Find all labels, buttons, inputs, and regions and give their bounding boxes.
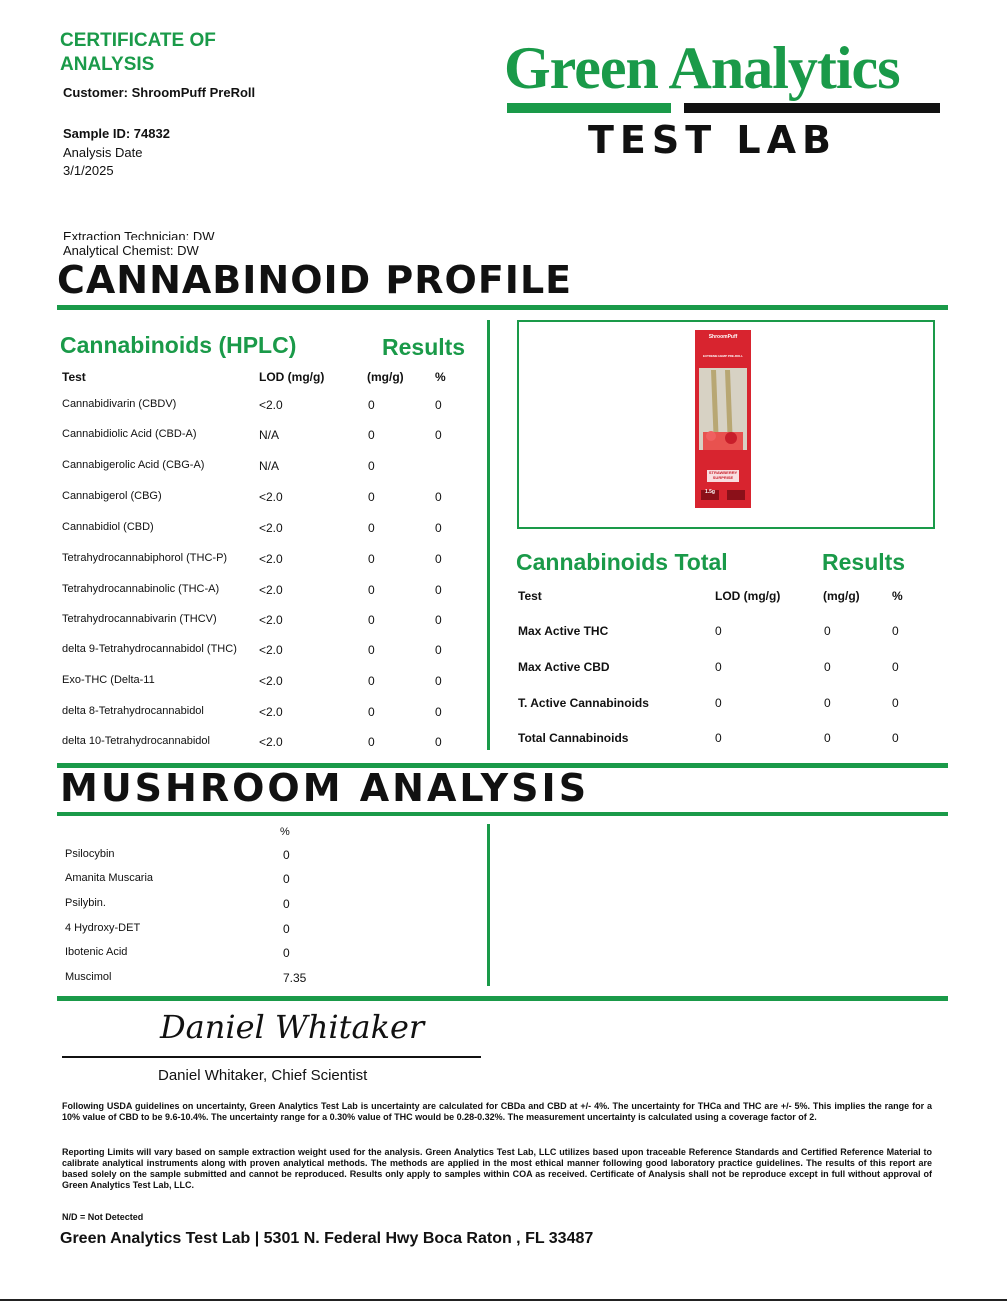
hplc-results-label: Results [382,334,466,360]
table-row: Cannabigerol (CBG) <2.0 0 0 [62,490,442,504]
totals-column-headers [518,589,918,609]
package-weight: 1.5g [704,489,715,495]
col-mgg: (mg/g) [367,370,404,384]
package-tagline: EXTREME HEMP PRE-ROLL [702,354,744,358]
customer-name: Customer: ShroomPuff PreRoll [63,85,256,100]
table-row: Muscimol 7.35 [65,971,307,985]
table-row: delta 10-Tetrahydrocannabidol <2.0 0 0 [62,735,442,749]
certificate-title: CERTIFICATE OF ANALYSIS [60,30,216,75]
section-divider [57,812,948,816]
table-row: Psilybin. 0 [65,897,290,911]
column-divider [487,320,490,750]
table-row: Max Active CBD 0 0 0 [518,660,899,674]
package-flavor: STRAWBERRY SURPRISE [708,470,738,480]
col-pct: % [435,370,446,384]
table-row: T. Active Cannabinoids 0 0 0 [518,696,899,710]
table-row: Tetrahydrocannabiphorol (THC-P) <2.0 0 0 [62,552,442,566]
logo-subtitle: TEST LAB [588,118,837,162]
table-row: Cannabigerolic Acid (CBG-A) N/A 0 [62,459,375,473]
table-row: delta 9-Tetrahydrocannabidol (THC) <2.0 0 0 [62,643,442,657]
table-row: Total Cannabinoids 0 0 0 [518,731,899,745]
signature-name: Daniel Whitaker, Chief Scientist [158,1067,368,1084]
col-lod: LOD (mg/g) [715,589,781,603]
totals-title: Cannabinoids Total [516,549,728,575]
col-pct: % [892,589,903,603]
mushroom-pct-label: % [280,826,290,838]
table-row: Max Active THC 0 0 0 [518,624,899,638]
reporting-disclaimer: Reporting Limits will vary based on sample extraction weight used for the analysis. Green Analytics Test Lab, LLC utilizes based upon traceable Reference Standards and Certified Reference Material to calibrate analytical instruments along with proven analytical methods. The methods are applied in the most ethical manner following good laboratory practice guidelines. The results of this report are based solely on the sample submitted and cannot be reproduced. Results only apply to samples within COA as received. Certificate of Analysis shall not be reproduce except in full without approval of Green Analytics Test Lab, LLC. [62,1147,932,1190]
logo-black-bar [684,103,940,113]
sample-id: Sample ID: 74832 [63,126,170,141]
table-row: Ibotenic Acid 0 [65,946,290,960]
page-bottom-border [0,1299,1007,1301]
totals-results-label: Results [822,549,906,575]
section-divider [57,996,948,1001]
table-row: Tetrahydrocannabinolic (THC-A) <2.0 0 0 [62,583,442,597]
col-test: Test [62,370,86,384]
analysis-date: 3/1/2025 [63,163,114,178]
table-row: 4 Hydroxy-DET 0 [65,922,290,936]
analysis-date-label: Analysis Date [63,145,143,160]
package-brand: ShroomPuff [708,334,738,340]
column-divider [487,824,490,986]
table-row: Psilocybin 0 [65,848,290,862]
mushroom-table [65,848,365,988]
section-divider [57,305,948,310]
col-lod: LOD (mg/g) [259,370,325,384]
product-image-frame [517,320,935,529]
totals-table [518,624,918,754]
table-row: Exo-THC (Delta-11 <2.0 0 0 [62,674,442,688]
logo-green-bar [507,103,671,113]
mushroom-section-title: MUSHROOM ANALYSIS [60,766,590,810]
cannabinoid-section-title: CANNABINOID PROFILE [57,258,573,302]
table-row: Tetrahydrocannabivarin (THCV) <2.0 0 0 [62,613,442,627]
lab-address: Green Analytics Test Lab | 5301 N. Federal Hwy Boca Raton , FL 33487 [60,1230,594,1247]
table-row: Cannabidiolic Acid (CBD-A) N/A 0 0 [62,428,442,442]
nd-note: N/D = Not Detected [62,1212,144,1222]
logo-title: Green Analytics [504,35,900,101]
table-row: Amanita Muscaria 0 [65,872,290,886]
hplc-title: Cannabinoids (HPLC) [60,332,297,358]
hplc-column-headers [62,370,482,390]
analytical-chemist: Analytical Chemist: DW [63,243,199,258]
table-row: Cannabidivarin (CBDV) <2.0 0 0 [62,398,442,412]
col-mgg: (mg/g) [823,589,860,603]
col-test: Test [518,589,542,603]
signature-line [62,1056,481,1058]
signature-script: Daniel Whitaker [160,1008,425,1046]
extraction-technician: Extraction Technician: DW [63,229,215,240]
table-row: Cannabidiol (CBD) <2.0 0 0 [62,521,442,535]
uncertainty-disclaimer: Following USDA guidelines on uncertainty, Green Analytics Test Lab is uncertainty are calculated for CBDa and CBD at +/- 4%. The uncertainty for THCa and THC are +/- 5%. This implies the range for a 10% value of CBD to be 9.6-10.4%. The uncertainty range for a 0.30% value of THC would be 0.28-0.32%. The measurement uncertainty is calculated using a coverage factor of 2. [62,1101,932,1122]
table-row: delta 8-Tetrahydrocannabidol <2.0 0 0 [62,705,442,719]
hplc-table [62,398,482,758]
